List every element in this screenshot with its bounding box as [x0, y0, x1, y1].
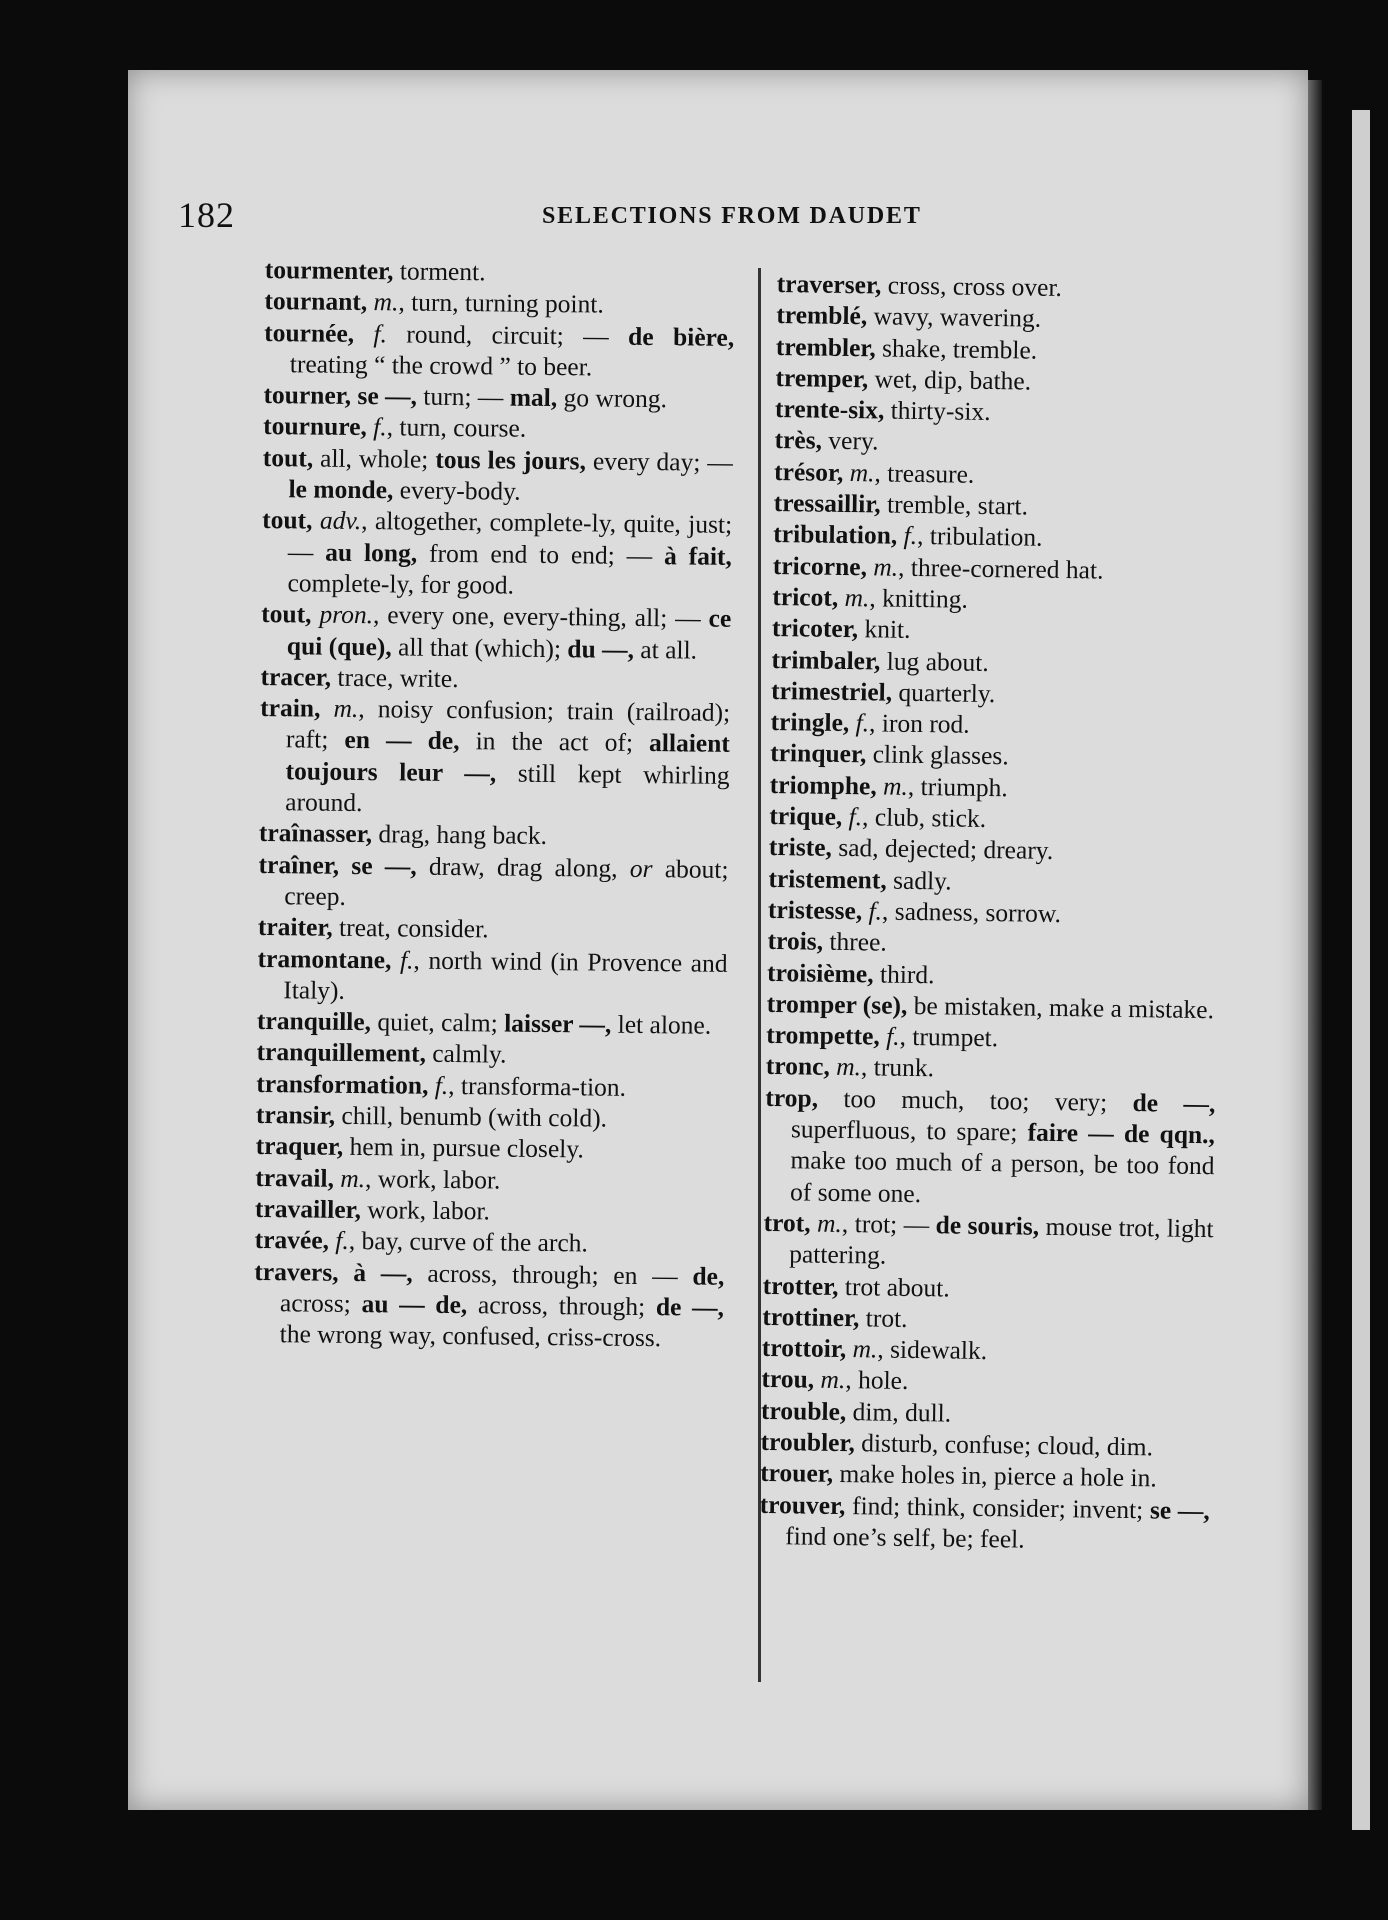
dictionary-entry: trop, too much, too; very; de —, superfluous, to spare; faire — de qqn., make too much of a person, be too fond of some one.: [765, 1082, 1216, 1208]
dictionary-entry: trouver, find; think, consider; invent; se —, find one’s self, be; feel.: [759, 1489, 1210, 1554]
dictionary-entry: trembler, shake, tremble.: [775, 331, 1038, 365]
dictionary-entry: troubler, disturb, confuse; cloud, dim.: [760, 1426, 1154, 1462]
dictionary-entry: travée, f., bay, curve of the arch.: [254, 1225, 589, 1258]
dictionary-entry: trotter, trot about.: [762, 1270, 950, 1303]
dictionary-entry: tournure, f., turn, course.: [263, 411, 527, 444]
dictionary-entry: trimbaler, lug about.: [771, 644, 989, 677]
dictionary-entry: tranquillement, calmly.: [256, 1037, 507, 1069]
dictionary-entry: traquer, hem in, pursue closely.: [255, 1131, 584, 1164]
dictionary-entry: tourner, se —, turn; — mal, go wrong.: [263, 380, 668, 414]
dictionary-entry: tramontane, f., north wind (in Provence and Italy).: [257, 943, 728, 1005]
dictionary-entry: triomphe, m., triumph.: [769, 769, 1008, 803]
dictionary-entry: trot, m., trot; — de souris, mouse trot, light pattering.: [763, 1207, 1214, 1270]
dictionary-entry: tremblé, wavy, wavering.: [776, 300, 1042, 333]
dictionary-entry: tricot, m., knitting.: [772, 581, 969, 614]
dictionary-entry: tricorne, m., three-cornered hat.: [772, 550, 1104, 585]
dictionary-entry: tribulation, f., tribulation.: [773, 519, 1043, 553]
left-column: [254, 254, 735, 1354]
dictionary-entry: tromper (se), be mistaken, make a mistake.: [766, 988, 1215, 1025]
dictionary-entry: tout, adv., altogether, complete-ly, quite, just; — au long, from end to end; — à fait, complete-ly, for good.: [262, 505, 733, 600]
dictionary-entry: tristement, sadly.: [768, 863, 952, 896]
dictionary-entry: traîner, se —, draw, drag along, or about; creep.: [258, 849, 729, 911]
dictionary-entry: tournée, f. round, circuit; — de bière, treating “ the crowd ” to beer.: [264, 317, 735, 382]
dictionary-entry: tout, all, whole; tous les jours, every day; — le monde, every-body.: [262, 442, 734, 506]
dictionary-entry: travers, à —, across, through; en — de, across; au — de, across, through; de —, the wrong way, confused, criss-cross.: [254, 1256, 725, 1353]
dictionary-entry: travail, m., work, labor.: [255, 1162, 501, 1195]
dictionary-entry: tronc, m., trunk.: [765, 1051, 935, 1083]
dictionary-entry: trompette, f., trumpet.: [766, 1020, 999, 1053]
dictionary-entry: trouble, dim, dull.: [760, 1395, 952, 1428]
page-number: 182: [178, 195, 235, 235]
dictionary-entry: tournant, m., turn, turning point.: [264, 286, 604, 319]
page-spine-shadow: [1308, 80, 1322, 1810]
page-header: [178, 176, 1058, 246]
dictionary-entry: trimestriel, quarterly.: [770, 675, 996, 708]
dictionary-entry: tremper, wet, dip, bathe.: [775, 362, 1032, 396]
dictionary-entry: travailler, work, labor.: [254, 1193, 491, 1226]
dictionary-entry: très, very.: [774, 425, 879, 456]
dictionary-entry: troisième, third.: [766, 957, 935, 989]
dictionary-entry: trois, three.: [767, 926, 888, 957]
dictionary-entry: tourmenter, torment.: [264, 254, 486, 287]
dictionary-entry: tringle, f., iron rod.: [770, 707, 970, 739]
dictionary-entry: trésor, m., treasure.: [773, 456, 975, 489]
running-title: SELECTIONS FROM DAUDET: [542, 203, 922, 229]
dictionary-entry: traverser, cross, cross over.: [776, 268, 1063, 302]
dictionary-entry: traiter, treat, consider.: [257, 912, 489, 944]
dictionary-entry: triste, sad, dejected; dreary.: [768, 832, 1054, 866]
dictionary-entry: trou, m., hole.: [761, 1364, 909, 1396]
dictionary-entry: tout, pron., every one, every-thing, all; — ce qui (que), all that (which); du —, at all.: [261, 599, 732, 665]
dictionary-entry: transir, chill, benumb (with cold).: [255, 1099, 608, 1133]
dictionary-entry: train, m., noisy confusion; train (railroad); raft; en — de, in the act of; allaient toujours leur —, still kept whirling around.: [260, 693, 731, 818]
dictionary-entry: trente-six, thirty-six.: [774, 394, 991, 427]
dictionary-entry: tracer, trace, write.: [260, 661, 459, 693]
dictionary-entry: trique, f., club, stick.: [769, 800, 987, 834]
dictionary-entry: tricoter, knit.: [771, 613, 911, 645]
dictionary-entry: transformation, f., transforma-tion.: [256, 1068, 627, 1102]
dictionary-entry: trinquer, clink glasses.: [770, 738, 1009, 771]
dictionary-entry: trouer, make holes in, pierce a hole in.: [759, 1458, 1157, 1493]
facing-page-edge: [1352, 110, 1370, 1830]
dictionary-entry: tranquille, quiet, calm; laisser —, let alone.: [256, 1006, 712, 1040]
dictionary-entry: trottoir, m., sidewalk.: [761, 1332, 988, 1366]
dictionary-entry: tressaillir, tremble, start.: [773, 488, 1029, 521]
right-column: [759, 268, 1227, 1557]
dictionary-entry: trottiner, trot.: [762, 1301, 908, 1333]
dictionary-entry: tristesse, f., sadness, sorrow.: [767, 894, 1062, 928]
dictionary-entry: traînasser, drag, hang back.: [258, 818, 548, 851]
